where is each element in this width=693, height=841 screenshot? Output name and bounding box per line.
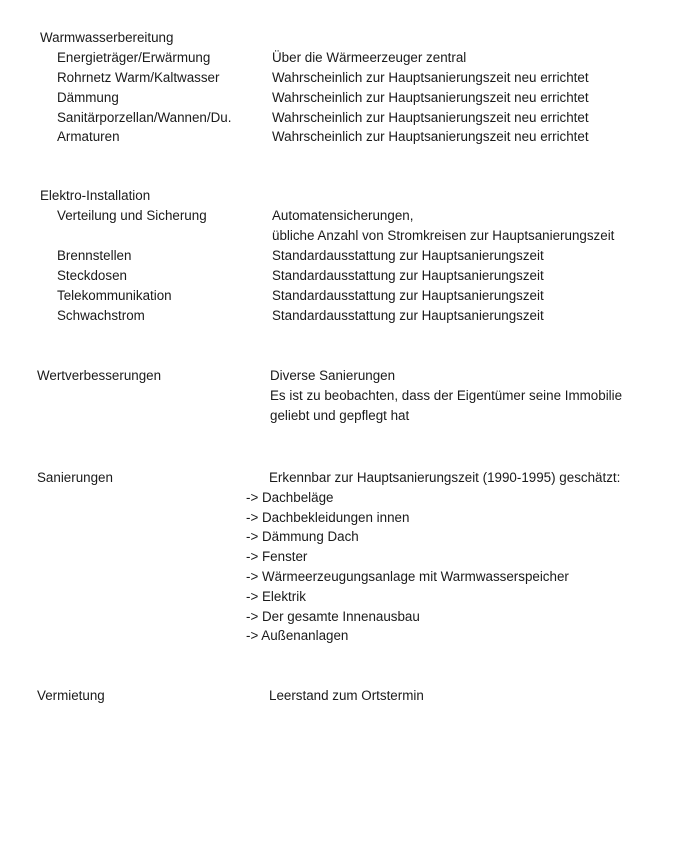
label-telekommunikation: Telekommunikation	[57, 288, 172, 303]
value-schwachstrom: Standardausstattung zur Hauptsanierungszeit	[272, 308, 544, 323]
label-sanitaerporzellan: Sanitärporzellan/Wannen/Du.	[57, 110, 232, 125]
sanierungen-intro: Erkennbar zur Hauptsanierungszeit (1990-1995) geschätzt:	[269, 470, 621, 485]
value-rohrnetz: Wahrscheinlich zur Hauptsanierungszeit neu errichtet	[272, 70, 589, 85]
value-verteilung-line-2: übliche Anzahl von Stromkreisen zur Hauptsanierungszeit	[272, 228, 615, 243]
value-armaturen: Wahrscheinlich zur Hauptsanierungszeit neu errichtet	[272, 129, 589, 144]
value-telekommunikation: Standardausstattung zur Hauptsanierungszeit	[272, 288, 544, 303]
sanierungen-item-dachbekleidungen: -> Dachbekleidungen innen	[246, 510, 410, 525]
wertverbesserungen-line-2: Es ist zu beobachten, dass der Eigentümer seine Immobilie	[270, 388, 623, 403]
value-steckdosen: Standardausstattung zur Hauptsanierungszeit	[272, 268, 544, 283]
section-label-sanierungen: Sanierungen	[37, 470, 113, 485]
label-rohrnetz: Rohrnetz Warm/Kaltwasser	[57, 70, 220, 85]
sanierungen-item-daemmung-dach: -> Dämmung Dach	[246, 529, 359, 544]
vermietung-value: Leerstand zum Ortstermin	[269, 688, 424, 703]
value-brennstellen: Standardausstattung zur Hauptsanierungszeit	[272, 248, 544, 263]
sanierungen-item-innenausbau: -> Der gesamte Innenausbau	[246, 609, 420, 624]
section-title-elektro-installation: Elektro-Installation	[40, 188, 151, 203]
sanierungen-item-fenster: -> Fenster	[246, 549, 308, 564]
value-sanitaerporzellan: Wahrscheinlich zur Hauptsanierungszeit neu errichtet	[272, 110, 589, 125]
sanierungen-item-dachbelaege: -> Dachbeläge	[246, 490, 334, 505]
sanierungen-item-aussenanlagen: -> Außenanlagen	[246, 628, 349, 643]
sanierungen-item-elektrik: -> Elektrik	[246, 589, 306, 604]
label-verteilung-sicherung: Verteilung und Sicherung	[57, 208, 207, 223]
value-energietraeger: Über die Wärmeerzeuger zentral	[272, 50, 467, 65]
label-energietraeger: Energieträger/Erwärmung	[57, 50, 211, 65]
value-verteilung-line-1: Automatensicherungen,	[272, 208, 414, 223]
value-daemmung: Wahrscheinlich zur Hauptsanierungszeit neu errichtet	[272, 90, 589, 105]
label-steckdosen: Steckdosen	[57, 268, 127, 283]
wertverbesserungen-line-1: Diverse Sanierungen	[270, 368, 396, 383]
section-title-warmwasserbereitung: Warmwasserbereitung	[40, 30, 174, 45]
label-armaturen: Armaturen	[57, 129, 120, 144]
label-daemmung: Dämmung	[57, 90, 119, 105]
section-label-vermietung: Vermietung	[37, 688, 105, 703]
wertverbesserungen-line-3: geliebt und gepflegt hat	[270, 408, 410, 423]
label-schwachstrom: Schwachstrom	[57, 308, 145, 323]
label-brennstellen: Brennstellen	[57, 248, 132, 263]
section-label-wertverbesserungen: Wertverbesserungen	[37, 368, 162, 383]
sanierungen-item-waermeerzeugung: -> Wärmeerzeugungsanlage mit Warmwasserspeicher	[246, 569, 569, 584]
